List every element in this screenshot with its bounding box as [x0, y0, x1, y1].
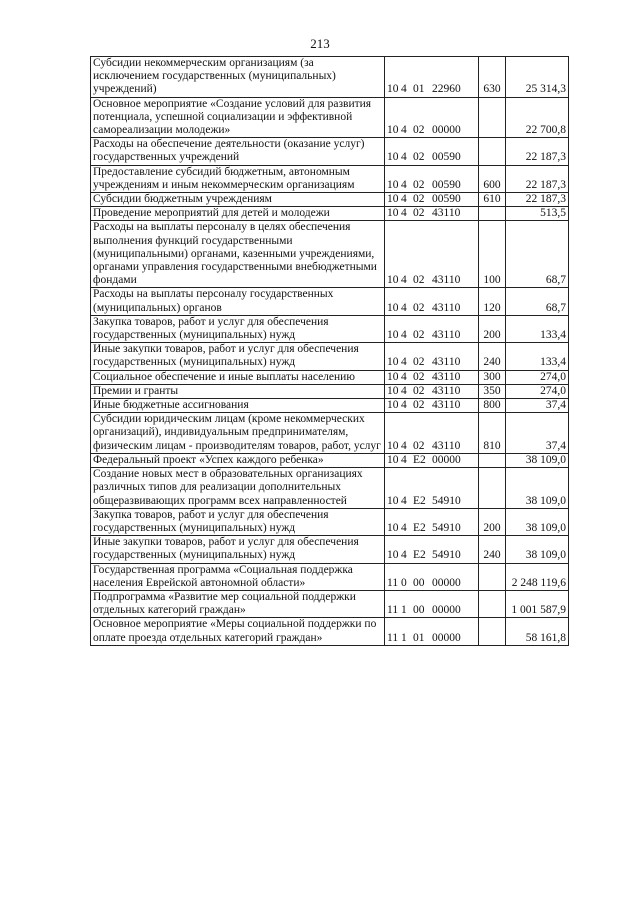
expense-type-cell: [479, 138, 506, 165]
expense-type-cell: [479, 590, 506, 617]
table-row: [91, 221, 569, 288]
target-article-code-cell: [385, 193, 479, 207]
code-part-c4: 43110: [432, 301, 461, 314]
code-part-c3: 02: [413, 207, 425, 220]
code-part-c3: 00: [413, 576, 425, 589]
table-row: [91, 413, 569, 454]
code-part-c2: 4: [401, 494, 407, 507]
expense-name-cell: Субсидии бюджетным учреждениям: [91, 193, 385, 207]
code-part-c2: 4: [401, 549, 407, 562]
table-row: [91, 399, 569, 413]
amount-cell: 38 109,0: [506, 453, 569, 467]
table-row: [91, 590, 569, 617]
amount-cell: 133,4: [506, 343, 569, 370]
expense-name-cell: Основное мероприятие «Создание условий для развития потенциала, успешной социализации и эффективной самореализации молодежи»: [91, 97, 385, 138]
code-part-c2: 4: [401, 370, 407, 383]
budget-table-body: [91, 57, 569, 646]
expense-name-cell: Федеральный проект «Успех каждого ребенка»: [91, 453, 385, 467]
code-part-c3: 02: [413, 274, 425, 287]
expense-type-cell: 120: [479, 288, 506, 315]
code-part-c1: 10: [387, 356, 399, 369]
amount-cell: 274,0: [506, 384, 569, 398]
expense-type-cell: 240: [479, 536, 506, 563]
code-part-c4: 43110: [432, 399, 461, 412]
code-part-c1: 10: [387, 549, 399, 562]
code-part-c2: 4: [401, 521, 407, 534]
code-part-c2: 4: [401, 329, 407, 342]
table-row: [91, 165, 569, 192]
table-row: [91, 370, 569, 384]
code-part-c3: 02: [413, 370, 425, 383]
table-row: [91, 563, 569, 590]
code-part-c4: 54910: [432, 494, 461, 507]
expense-name-cell: Предоставление субсидий бюджетным, автономным учреждениям и иным некоммерческим организациям: [91, 165, 385, 192]
target-article-code-cell: [385, 618, 479, 645]
amount-cell: 133,4: [506, 315, 569, 342]
code-part-c2: 4: [401, 83, 407, 96]
table-row: [91, 468, 569, 509]
code-part-c4: 54910: [432, 521, 461, 534]
code-part-c3: E2: [413, 549, 426, 562]
code-part-c1: 10: [387, 178, 399, 191]
page-number: 213: [310, 36, 330, 51]
code-part-c2: 4: [401, 356, 407, 369]
expense-name-cell: Проведение мероприятий для детей и молодежи: [91, 207, 385, 221]
code-part-c2: 0: [401, 576, 407, 589]
expense-type-cell: 630: [479, 57, 506, 98]
amount-cell: 22 187,3: [506, 193, 569, 207]
code-part-c4: 00000: [432, 631, 461, 644]
expense-type-cell: 100: [479, 221, 506, 288]
target-article-code-cell: [385, 207, 479, 221]
amount-cell: 68,7: [506, 288, 569, 315]
code-part-c2: 4: [401, 453, 407, 466]
table-row: [91, 57, 569, 98]
code-part-c3: 01: [413, 631, 425, 644]
code-part-c2: 4: [401, 399, 407, 412]
expense-name-cell: Иные закупки товаров, работ и услуг для обеспечения государственных (муниципальных) нужд: [91, 536, 385, 563]
amount-cell: 38 109,0: [506, 468, 569, 509]
code-part-c3: 00: [413, 604, 425, 617]
amount-cell: 22 187,3: [506, 165, 569, 192]
amount-cell: 25 314,3: [506, 57, 569, 98]
target-article-code-cell: [385, 563, 479, 590]
target-article-code-cell: [385, 413, 479, 454]
code-part-c4: 54910: [432, 549, 461, 562]
target-article-code-cell: [385, 221, 479, 288]
code-part-c1: 10: [387, 521, 399, 534]
expense-type-cell: [479, 97, 506, 138]
table-row: [91, 384, 569, 398]
target-article-code-cell: [385, 453, 479, 467]
code-part-c4: 00000: [432, 604, 461, 617]
amount-cell: 22 187,3: [506, 138, 569, 165]
expense-name-cell: Расходы на обеспечение деятельности (оказание услуг) государственных учреждений: [91, 138, 385, 165]
expense-type-cell: 800: [479, 399, 506, 413]
code-part-c3: E2: [413, 494, 426, 507]
amount-cell: 513,5: [506, 207, 569, 221]
code-part-c3: 01: [413, 83, 425, 96]
code-part-c1: 10: [387, 439, 399, 452]
expense-name-cell: Субсидии юридическим лицам (кроме некоммерческих организаций), индивидуальным предпринимателям, физическим лицам - производителям товаров, работ, услуг: [91, 413, 385, 454]
code-part-c4: 43110: [432, 356, 461, 369]
amount-cell: 1 001 587,9: [506, 590, 569, 617]
amount-cell: 37,4: [506, 399, 569, 413]
expense-type-cell: 610: [479, 193, 506, 207]
target-article-code-cell: [385, 97, 479, 138]
code-part-c1: 10: [387, 399, 399, 412]
target-article-code-cell: [385, 468, 479, 509]
code-part-c1: 10: [387, 384, 399, 397]
expense-type-cell: 350: [479, 384, 506, 398]
amount-cell: 37,4: [506, 413, 569, 454]
target-article-code-cell: [385, 536, 479, 563]
target-article-code-cell: [385, 288, 479, 315]
code-part-c3: E2: [413, 453, 426, 466]
code-part-c4: 43110: [432, 370, 461, 383]
code-part-c3: E2: [413, 521, 426, 534]
code-part-c1: 11: [387, 631, 399, 644]
expense-type-cell: 600: [479, 165, 506, 192]
code-part-c1: 10: [387, 301, 399, 314]
code-part-c1: 10: [387, 274, 399, 287]
target-article-code-cell: [385, 138, 479, 165]
budget-table: [90, 56, 569, 646]
code-part-c1: 10: [387, 207, 399, 220]
code-part-c1: 11: [387, 604, 399, 617]
code-part-c3: 02: [413, 193, 425, 206]
expense-name-cell: Иные закупки товаров, работ и услуг для обеспечения государственных (муниципальных) нужд: [91, 343, 385, 370]
expense-name-cell: Субсидии некоммерческим организациям (за исключением государственных (муниципальных) учреждений): [91, 57, 385, 98]
code-part-c4: 43110: [432, 207, 461, 220]
expense-type-cell: [479, 207, 506, 221]
table-row: [91, 508, 569, 535]
expense-name-cell: Расходы на выплаты персоналу государственных (муниципальных) органов: [91, 288, 385, 315]
target-article-code-cell: [385, 370, 479, 384]
code-part-c4: 43110: [432, 329, 461, 342]
table-row: [91, 343, 569, 370]
expense-type-cell: [479, 468, 506, 509]
code-part-c3: 02: [413, 356, 425, 369]
code-part-c4: 22960: [432, 83, 461, 96]
code-part-c4: 43110: [432, 384, 461, 397]
code-part-c3: 02: [413, 384, 425, 397]
code-part-c2: 1: [401, 631, 407, 644]
expense-type-cell: 300: [479, 370, 506, 384]
target-article-code-cell: [385, 384, 479, 398]
code-part-c3: 02: [413, 439, 425, 452]
table-row: [91, 97, 569, 138]
target-article-code-cell: [385, 315, 479, 342]
expense-name-cell: Создание новых мест в образовательных организациях различных типов для реализации дополнительных общеразвивающих программ всех направленностей: [91, 468, 385, 509]
table-row: [91, 288, 569, 315]
table-row: [91, 315, 569, 342]
code-part-c3: 02: [413, 178, 425, 191]
code-part-c4: 43110: [432, 274, 461, 287]
expense-type-cell: 200: [479, 315, 506, 342]
code-part-c2: 4: [401, 207, 407, 220]
table-row: [91, 536, 569, 563]
code-part-c1: 10: [387, 453, 399, 466]
expense-name-cell: Подпрограмма «Развитие мер социальной поддержки отдельных категорий граждан»: [91, 590, 385, 617]
code-part-c1: 11: [387, 576, 399, 589]
code-part-c1: 10: [387, 124, 399, 137]
code-part-c3: 02: [413, 399, 425, 412]
table-row: [91, 207, 569, 221]
code-part-c4: 00590: [432, 178, 461, 191]
code-part-c4: 00000: [432, 453, 461, 466]
code-part-c4: 00590: [432, 151, 461, 164]
code-part-c3: 02: [413, 151, 425, 164]
code-part-c1: 10: [387, 83, 399, 96]
target-article-code-cell: [385, 590, 479, 617]
expense-type-cell: [479, 618, 506, 645]
code-part-c1: 10: [387, 329, 399, 342]
expense-name-cell: Социальное обеспечение и иные выплаты населению: [91, 370, 385, 384]
code-part-c2: 1: [401, 604, 407, 617]
code-part-c2: 4: [401, 124, 407, 137]
code-part-c4: 00000: [432, 576, 461, 589]
target-article-code-cell: [385, 165, 479, 192]
target-article-code-cell: [385, 399, 479, 413]
target-article-code-cell: [385, 57, 479, 98]
code-part-c3: 02: [413, 124, 425, 137]
expense-type-cell: [479, 563, 506, 590]
code-part-c2: 4: [401, 178, 407, 191]
code-part-c2: 4: [401, 301, 407, 314]
code-part-c2: 4: [401, 193, 407, 206]
expense-type-cell: 810: [479, 413, 506, 454]
code-part-c2: 4: [401, 439, 407, 452]
target-article-code-cell: [385, 343, 479, 370]
table-row: [91, 618, 569, 645]
expense-name-cell: Расходы на выплаты персоналу в целях обеспечения выполнения функций государственными (муниципальными) органами, казенными учреждениями, органами управления государственными внебюджетными фондами: [91, 221, 385, 288]
expense-name-cell: Основное мероприятие «Меры социальной поддержки по оплате проезда отдельных категорий граждан»: [91, 618, 385, 645]
amount-cell: 68,7: [506, 221, 569, 288]
amount-cell: 38 109,0: [506, 508, 569, 535]
code-part-c1: 10: [387, 370, 399, 383]
code-part-c4: 43110: [432, 439, 461, 452]
code-part-c1: 10: [387, 193, 399, 206]
code-part-c2: 4: [401, 384, 407, 397]
amount-cell: 58 161,8: [506, 618, 569, 645]
expense-type-cell: [479, 453, 506, 467]
amount-cell: 22 700,8: [506, 97, 569, 138]
expense-type-cell: 240: [479, 343, 506, 370]
amount-cell: 38 109,0: [506, 536, 569, 563]
table-row: [91, 138, 569, 165]
code-part-c1: 10: [387, 151, 399, 164]
code-part-c4: 00590: [432, 193, 461, 206]
table-row: [91, 453, 569, 467]
target-article-code-cell: [385, 508, 479, 535]
amount-cell: 274,0: [506, 370, 569, 384]
code-part-c3: 02: [413, 301, 425, 314]
table-row: [91, 193, 569, 207]
expense-name-cell: Закупка товаров, работ и услуг для обеспечения государственных (муниципальных) нужд: [91, 508, 385, 535]
expense-name-cell: Премии и гранты: [91, 384, 385, 398]
amount-cell: 2 248 119,6: [506, 563, 569, 590]
expense-name-cell: Государственная программа «Социальная поддержка населения Еврейской автономной области»: [91, 563, 385, 590]
code-part-c1: 10: [387, 494, 399, 507]
expense-type-cell: 200: [479, 508, 506, 535]
code-part-c3: 02: [413, 329, 425, 342]
expense-name-cell: Иные бюджетные ассигнования: [91, 399, 385, 413]
code-part-c2: 4: [401, 274, 407, 287]
code-part-c4: 00000: [432, 124, 461, 137]
expense-name-cell: Закупка товаров, работ и услуг для обеспечения государственных (муниципальных) нужд: [91, 315, 385, 342]
code-part-c2: 4: [401, 151, 407, 164]
